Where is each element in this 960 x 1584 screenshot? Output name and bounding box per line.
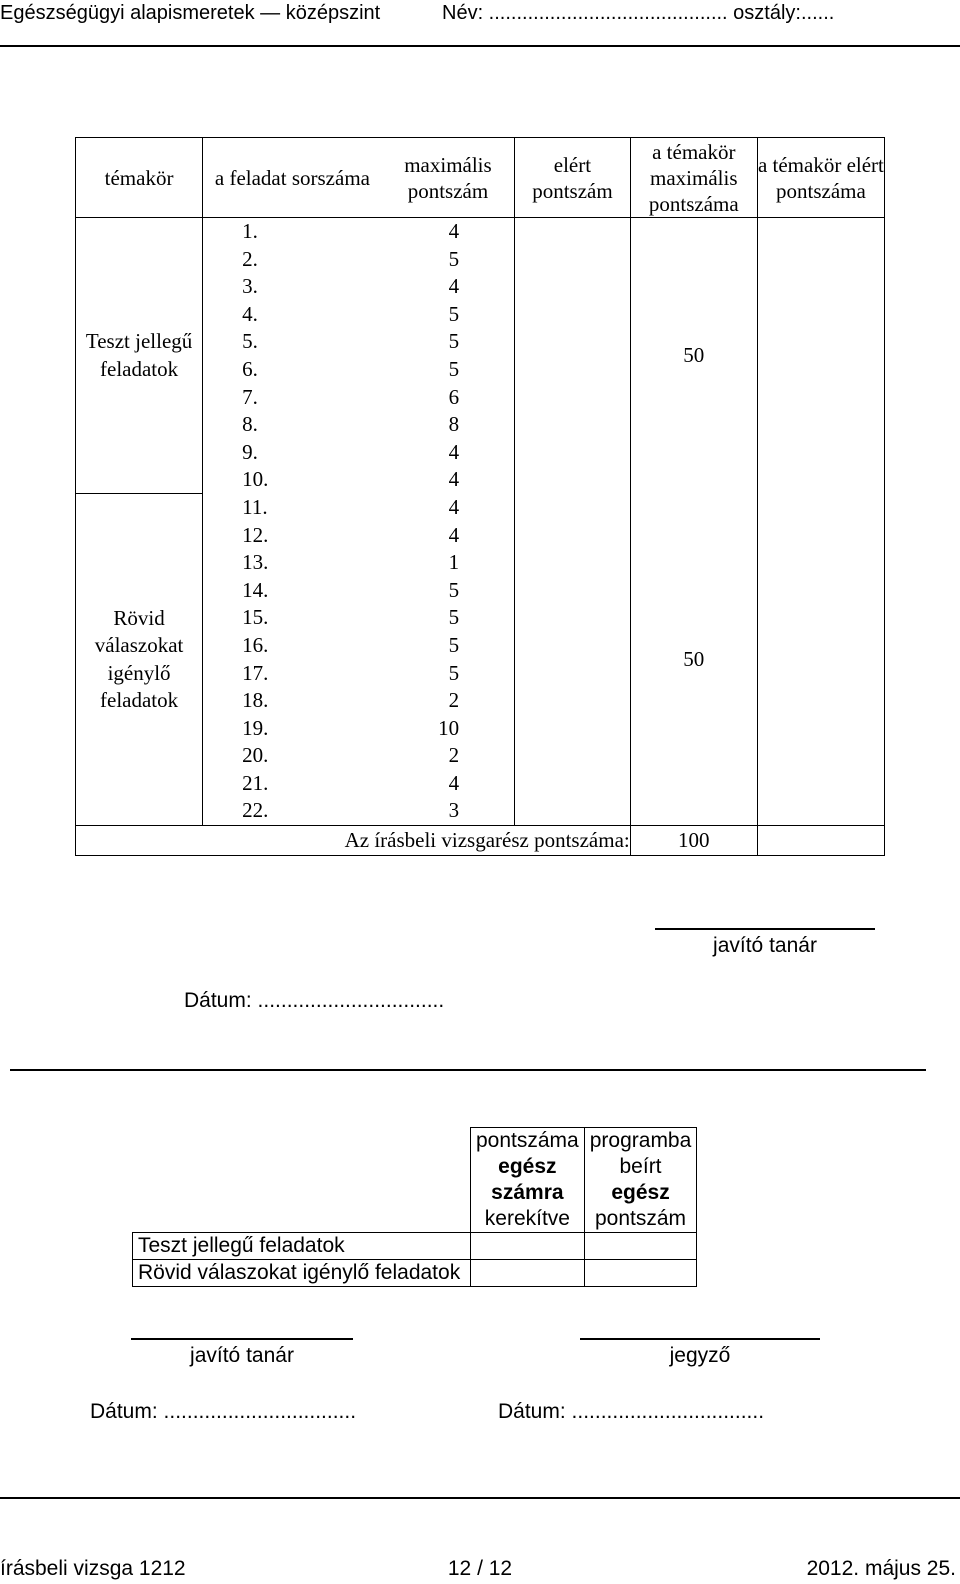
task-number: 19. xyxy=(242,715,269,740)
task-number: 1. xyxy=(242,219,258,243)
rounded-score-short[interactable] xyxy=(471,1260,585,1287)
row-label-short: Rövid válaszokat igénylő feladatok xyxy=(133,1260,471,1287)
achieved-points-cell[interactable] xyxy=(515,632,631,660)
program-score-short[interactable] xyxy=(584,1260,697,1287)
topic-achieved-cell[interactable] xyxy=(757,218,884,494)
header-topic: témakör xyxy=(76,138,203,218)
footer-rule xyxy=(0,1497,960,1499)
footer-left: írásbeli vizsga 1212 xyxy=(0,1557,186,1580)
task-number: 17. xyxy=(242,660,269,685)
task-number: 7. xyxy=(242,384,258,409)
max-points: 5 xyxy=(382,356,515,384)
achieved-points-cell[interactable] xyxy=(515,522,631,550)
header-rule xyxy=(0,45,960,47)
table-row xyxy=(76,218,885,246)
task-number: 4. xyxy=(242,301,258,326)
achieved-points-cell[interactable] xyxy=(515,273,631,301)
max-points: 5 xyxy=(382,660,515,688)
max-points: 3 xyxy=(382,797,515,825)
achieved-points-cell[interactable] xyxy=(515,328,631,356)
task-number: 2. xyxy=(242,246,258,271)
max-points: 5 xyxy=(382,301,515,329)
max-points: 5 xyxy=(382,577,515,605)
achieved-points-cell[interactable] xyxy=(515,246,631,274)
rounding-table xyxy=(132,1127,697,1287)
rounded-score-test[interactable] xyxy=(471,1233,585,1260)
topic-cell: Rövid válaszokat igénylő feladatok xyxy=(76,494,203,826)
max-points: 6 xyxy=(382,384,515,412)
total-achieved-cell[interactable] xyxy=(757,826,884,856)
task-number: 11. xyxy=(242,494,268,519)
header-rounded-line2: egész xyxy=(498,1155,557,1178)
signature-line-left xyxy=(131,1338,353,1340)
signature-line-right xyxy=(580,1338,820,1340)
header-program xyxy=(584,1128,697,1233)
header-max-points: maximális pontszám xyxy=(382,138,515,218)
achieved-points-cell[interactable] xyxy=(515,577,631,605)
task-number: 3. xyxy=(242,274,258,299)
achieved-points-cell[interactable] xyxy=(515,411,631,439)
header-right: Név: ........................................... osztály:...... xyxy=(442,2,835,24)
header-rounded-line1: pontszáma xyxy=(476,1129,579,1152)
achieved-points-cell[interactable] xyxy=(515,687,631,715)
task-number: 16. xyxy=(242,632,269,657)
footer-right: 2012. május 25. xyxy=(806,1557,956,1580)
task-number: 14. xyxy=(242,577,269,602)
row-label-test: Teszt jellegű feladatok xyxy=(133,1233,471,1260)
header-task-number: a feladat sorszáma xyxy=(203,138,382,218)
header-program-line2b: egész xyxy=(611,1181,670,1204)
max-points: 4 xyxy=(382,494,515,522)
total-label: Az írásbeli vizsgarész pontszáma: xyxy=(76,826,631,856)
date-field-right: Dátum: ................................. xyxy=(498,1400,765,1423)
max-points: 4 xyxy=(382,439,515,467)
task-number: 10. xyxy=(242,467,269,492)
task-number: 5. xyxy=(242,329,258,354)
header-left: Egészségügyi alapismeretek — középszint xyxy=(0,2,381,24)
task-number: 21. xyxy=(242,770,269,795)
max-points: 8 xyxy=(382,411,515,439)
program-score-test[interactable] xyxy=(584,1233,697,1260)
max-points: 4 xyxy=(382,218,515,246)
header-program-line3: pontszám xyxy=(594,1207,687,1230)
max-points: 4 xyxy=(382,522,515,550)
signature-role: javító tanár xyxy=(713,934,817,957)
topic-cell: Teszt jellegű feladatok xyxy=(76,218,203,494)
header-rounded-line3: számra xyxy=(491,1181,564,1204)
max-points: 2 xyxy=(382,742,515,770)
task-number: 15. xyxy=(242,605,269,630)
max-points: 4 xyxy=(382,466,515,494)
achieved-points-cell[interactable] xyxy=(515,715,631,743)
achieved-points-cell[interactable] xyxy=(515,466,631,494)
task-number: 18. xyxy=(242,688,269,713)
achieved-points-cell[interactable] xyxy=(515,494,631,522)
date-field-left: Dátum: ................................. xyxy=(90,1400,357,1423)
header-program-line2 xyxy=(590,1154,692,1206)
header-achieved-points: elért pontszám xyxy=(515,138,631,218)
achieved-points-cell[interactable] xyxy=(515,604,631,632)
date-field: Dátum: ................................ xyxy=(184,989,445,1012)
achieved-points-cell[interactable] xyxy=(515,218,631,246)
max-points: 10 xyxy=(382,715,515,743)
task-number: 13. xyxy=(242,550,269,575)
signature-role-left: javító tanár xyxy=(190,1344,294,1367)
footer-center: 12 / 12 xyxy=(447,1557,513,1580)
task-number: 20. xyxy=(242,743,269,768)
achieved-points-cell[interactable] xyxy=(515,356,631,384)
achieved-points-cell[interactable] xyxy=(515,301,631,329)
max-points: 4 xyxy=(382,273,515,301)
task-number: 22. xyxy=(242,798,269,823)
total-value: 100 xyxy=(630,826,757,856)
max-points: 2 xyxy=(382,687,515,715)
header-rounded xyxy=(471,1128,585,1233)
task-number: 12. xyxy=(242,522,269,547)
task-number: 6. xyxy=(242,356,258,381)
task-number: 9. xyxy=(242,439,258,464)
section-divider xyxy=(10,1069,926,1071)
achieved-points-cell[interactable] xyxy=(515,660,631,688)
topic-achieved-cell[interactable] xyxy=(757,494,884,826)
header-program-line2a: beírt xyxy=(619,1155,662,1178)
max-points: 5 xyxy=(382,632,515,660)
max-points: 1 xyxy=(382,549,515,577)
achieved-points-cell[interactable] xyxy=(515,797,631,825)
header-topic-achieved: a témakör elért pontszáma xyxy=(757,138,884,218)
signature-line xyxy=(655,928,875,930)
scoring-table xyxy=(75,137,885,856)
achieved-points-cell[interactable] xyxy=(515,742,631,770)
achieved-points-cell[interactable] xyxy=(515,384,631,412)
max-points: 5 xyxy=(382,604,515,632)
achieved-points-cell[interactable] xyxy=(515,549,631,577)
max-points: 5 xyxy=(382,246,515,274)
header-program-line1: programba xyxy=(589,1129,692,1152)
header-topic-max: a témakör maximális pontszáma xyxy=(630,138,757,218)
table-row xyxy=(76,494,885,522)
task-number: 8. xyxy=(242,412,258,437)
topic-max-score: 50 xyxy=(630,218,757,494)
topic-max-score: 50 xyxy=(630,494,757,826)
achieved-points-cell[interactable] xyxy=(515,770,631,798)
empty-corner-cell xyxy=(133,1128,471,1233)
total-row xyxy=(76,826,885,856)
header-rounded-line4: kerekítve xyxy=(484,1207,570,1230)
achieved-points-cell[interactable] xyxy=(515,439,631,467)
max-points: 5 xyxy=(382,328,515,356)
max-points: 4 xyxy=(382,770,515,798)
signature-role-right: jegyző xyxy=(669,1344,731,1367)
